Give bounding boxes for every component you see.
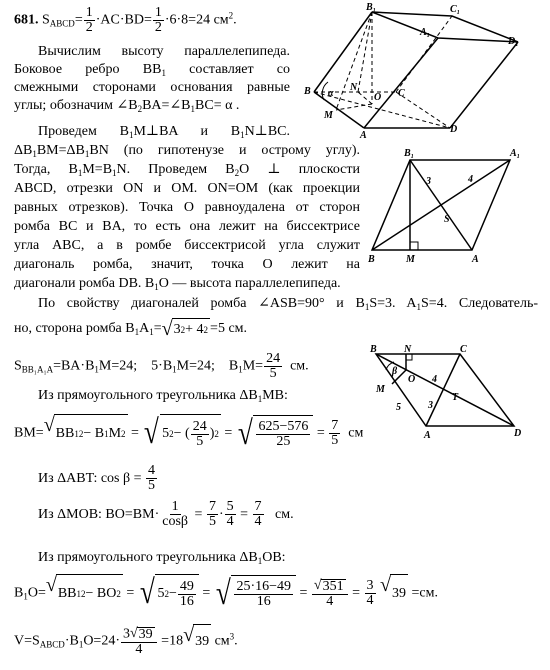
sqrt-side: √ 3 2 + 4 2 xyxy=(161,318,209,340)
label-a1: A₁ xyxy=(510,148,521,159)
fraction-half: $\frac{1}{2}$ xyxy=(85,5,93,35)
label-alpha: α xyxy=(328,88,334,99)
label-s: S xyxy=(444,214,450,225)
label-d: D xyxy=(514,428,522,439)
equation-bm: BM= √ BB 1 2 − B 1 M 2 = √ 5 2 − ( 24 5 ) 2 = √ 625−576 25 = $\frac{7}{5}$ см xyxy=(14,414,364,452)
label-a: A xyxy=(472,254,479,265)
segment-om xyxy=(336,104,372,110)
label-o: O xyxy=(374,92,382,103)
figure-parallelepiped xyxy=(300,0,532,140)
label-c1: C₁ xyxy=(450,4,461,15)
label-three: 3 xyxy=(428,400,433,411)
label-c: C xyxy=(460,344,467,355)
segment-on xyxy=(358,92,372,104)
label-d1: D₁ xyxy=(508,36,519,47)
label-n: N xyxy=(404,344,412,355)
label-four: 4 xyxy=(468,174,473,185)
equation-b1o: $B_1O=$ √ BB 1 2 − BO 2 = √ 5 2 − $\frac{49}{16}$ = √ 25·16−49 16 = √ 351 4 = $\frac{3}{4}$ √ 39 =см. xyxy=(14,574,438,612)
label-n: N xyxy=(350,82,358,93)
label-four: 4 xyxy=(432,374,437,385)
top-face xyxy=(372,12,518,42)
label-a: A xyxy=(360,130,367,140)
label-c: C xyxy=(398,88,405,99)
edge-ba xyxy=(314,92,364,128)
label-b1: B₁ xyxy=(366,2,377,13)
label-o: O xyxy=(408,374,416,385)
fraction-half: $\frac{1}{2}$ xyxy=(154,5,162,35)
label-three: 3 xyxy=(426,176,431,187)
label-t: T xyxy=(452,392,459,403)
edge-dd1 xyxy=(450,42,518,128)
label-d: D xyxy=(450,124,458,135)
figure-rhombus-base xyxy=(368,340,538,452)
b1o-intro: Из прямоугольного треугольника $\Delta B_1OB$: xyxy=(38,550,286,566)
label-m: M xyxy=(376,384,385,395)
right-angle-mark xyxy=(410,242,418,250)
header-formula: 681. $S_{ABCD}=$ $\frac{1}{2}$ ·AC·BD= $\frac{1}{2}$ ·6·8=24 $см^2$. xyxy=(14,5,237,35)
label-b: B xyxy=(368,254,375,265)
label-five: 5 xyxy=(396,402,401,413)
segment-b1m xyxy=(336,12,372,110)
label-b1: B₁ xyxy=(404,148,415,159)
diagonal-b1a xyxy=(410,160,472,250)
diagonal-ac xyxy=(426,354,460,426)
equation-volume: $V=S_{ABCD}\cdot B_1O=24\cdot$ 3 √ 39 4 =18 √ 39 $см^3$. xyxy=(14,624,238,659)
label-a: A xyxy=(424,430,431,441)
bm-intro: Из прямоугольного треугольника $\Delta B_1MB$: xyxy=(38,388,288,404)
edge-aa1 xyxy=(364,38,438,128)
equation-bo: Из ΔMOB: BO=BM· $\frac{1}{\cos\beta}$ = $\frac{7}{5}$ · $\frac{5}{4}$ = $\frac{7}{4}$ см. xyxy=(38,499,294,530)
figure-rhombus-face xyxy=(368,142,538,266)
segment-b1n xyxy=(358,12,372,92)
label-a1: A₁ xyxy=(420,27,431,38)
problem-number: 681. xyxy=(14,12,39,28)
diagonal-bd xyxy=(376,354,514,426)
label-b: B xyxy=(370,344,377,355)
label-m: M xyxy=(406,254,415,265)
label-b: B xyxy=(304,86,311,97)
hidden-bd xyxy=(314,92,450,128)
edge-bb1 xyxy=(314,12,372,92)
label-beta: β xyxy=(392,366,398,377)
equation-cos: Из ΔABT: cos β = $\frac{4}{5}$ xyxy=(38,463,156,494)
equation-area: $S_{BB_1A_1A}=BA\cdot B_1M=24$; $5\cdot B_1M=24$; $B_1M=$ $\frac{24}{5}$ см. xyxy=(14,351,309,381)
label-m: M xyxy=(324,110,333,121)
